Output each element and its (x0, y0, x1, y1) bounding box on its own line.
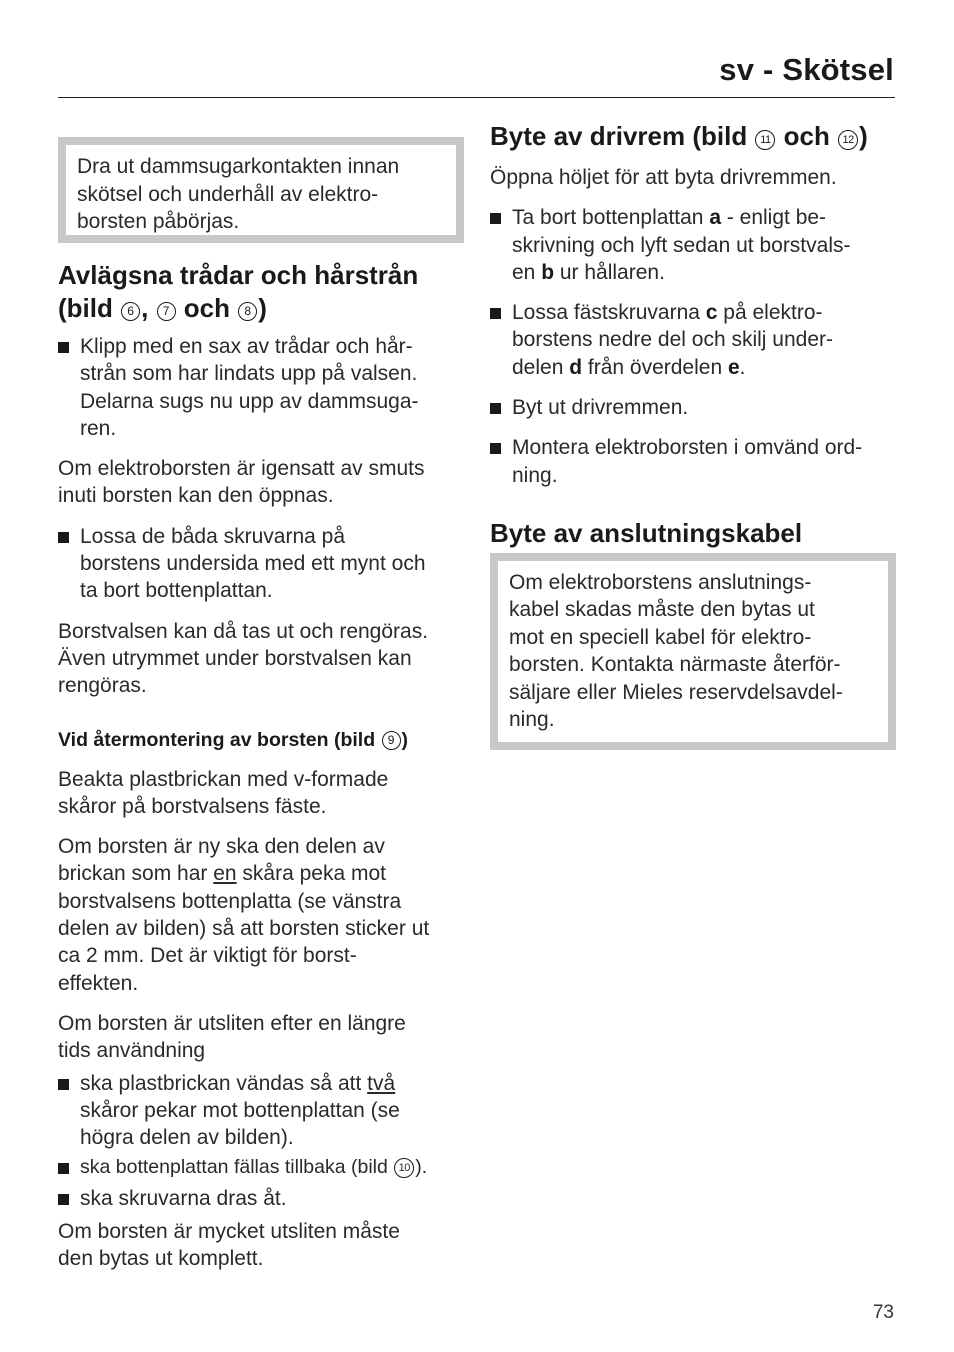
bullet-square-icon (58, 342, 69, 353)
text-line (512, 204, 896, 231)
list-item (58, 333, 464, 442)
notice-line: mot en speciell kabel för elektro- (509, 625, 812, 649)
paragraph: Öppna höljet för att byta drivremmen. (490, 166, 837, 189)
bullet-square-icon (58, 1079, 69, 1090)
text-line: Om borsten är utsliten efter en längre (58, 1011, 406, 1035)
notice-line: kabel skadas måste den bytas ut (509, 598, 815, 622)
text-span: . (739, 355, 746, 379)
text-span: ska skruvarna dras åt. (80, 1186, 287, 1210)
heading-line: Avlägsna trådar och hårstrån (58, 260, 419, 290)
list-item (58, 1185, 464, 1212)
header-divider (58, 97, 895, 98)
bullet-square-icon (490, 308, 501, 319)
underlined-word: en (213, 862, 237, 886)
text-line: borstvalsens bottenplatta (se vänstra (58, 889, 402, 913)
text-line: inuti borsten kan den öppnas. (58, 484, 334, 508)
notice-line: borsten påbörjas. (77, 210, 240, 233)
part-label-a: a (709, 206, 721, 230)
heading-text: ) (859, 121, 868, 151)
bullet-list (58, 333, 464, 442)
text-span: från överdelen (582, 355, 728, 379)
text-span: skåra peka mot (236, 862, 386, 886)
paragraph (58, 1010, 464, 1065)
paragraph (58, 455, 464, 510)
text-span: Byt ut drivremmen. (512, 396, 689, 420)
section-heading-cable: Byte av anslutningskabel (490, 517, 803, 548)
bullet-square-icon (490, 403, 501, 414)
text-line: tids användning (58, 1039, 206, 1063)
text-line: Om borsten är mycket utsliten måste (58, 1220, 400, 1244)
heading-text: Byte av drivrem (bild (490, 121, 755, 151)
warning-notice-box (58, 137, 464, 243)
subheading-text: Vid återmontering av borsten (bild (58, 728, 381, 751)
text-line: skåror pekar mot bottenplattan (se (80, 1098, 400, 1122)
text-span: delen (512, 355, 570, 379)
list-item (490, 394, 896, 421)
list-item (58, 1154, 464, 1181)
text-line: Lossa de båda skruvarna på (80, 524, 346, 548)
text-span: Ta bort bottenplattan (512, 206, 710, 230)
figure-ref-8: 8 (238, 302, 257, 321)
section-heading-remove-threads (58, 259, 464, 325)
list-item (490, 204, 896, 286)
text-line: Klipp med en sax av trådar och hår- (80, 335, 413, 358)
notice-line: ning. (509, 708, 555, 732)
left-column (58, 120, 464, 1273)
text-line: skrivning och lyft sedan ut borstvals- (512, 233, 851, 257)
bullet-list (58, 523, 464, 605)
text-span: en (512, 260, 542, 284)
text-line: ning. (512, 463, 558, 487)
text-span: ). (415, 1156, 428, 1179)
bullet-square-icon (490, 443, 501, 454)
part-label-c: c (705, 301, 718, 325)
text-line: rengöras. (58, 674, 147, 698)
bullet-square-icon (58, 1163, 69, 1174)
text-line: strån som har lindats upp på valsen. (80, 362, 418, 386)
text-line: Om elektroborsten är igensatt av smuts (58, 457, 425, 481)
text-span: ska plastbrickan vändas så att (80, 1071, 368, 1095)
notice-line: Dra ut dammsugarkontakten innan (77, 155, 400, 178)
text-line: effekten. (58, 971, 139, 995)
figure-ref-11: 11 (755, 130, 775, 150)
figure-ref-10: 10 (394, 1158, 414, 1178)
text-line: Montera elektroborsten i omvänd ord- (512, 436, 863, 460)
notice-line: borsten. Kontakta närmaste återför- (509, 653, 841, 677)
cable-notice-box (490, 553, 896, 750)
text-span: - enligt be- (721, 206, 827, 230)
text-span: Lossa fästskruvarna (512, 301, 706, 325)
text-line: den bytas ut komplett. (58, 1247, 264, 1271)
subheading-text: ) (401, 728, 409, 751)
figure-ref-12: 12 (838, 130, 858, 150)
text-line: Delarna sugs nu upp av dammsuga- (80, 389, 419, 413)
bullet-square-icon (58, 1194, 69, 1205)
bullet-square-icon (490, 213, 501, 224)
list-item (58, 1070, 464, 1152)
text-line: Även utrymmet under borstvalsen kan (58, 646, 412, 670)
list-item (58, 523, 464, 605)
paragraph (58, 833, 464, 997)
text-line: ca 2 mm. Det är viktigt för borst- (58, 944, 357, 968)
text-span: på elektro- (717, 301, 823, 325)
right-column (490, 120, 896, 750)
text-line: Om borsten är ny ska den delen av (58, 835, 385, 859)
figure-ref-9: 9 (382, 731, 401, 750)
text-span: ur hållaren. (554, 260, 665, 284)
underlined-word: två (367, 1071, 396, 1095)
heading-text: (bild (58, 293, 121, 323)
text-line: borstens nedre del och skilj under- (512, 328, 834, 352)
section-heading-drive-belt (490, 120, 896, 153)
bullet-list (58, 1070, 464, 1212)
text-line (512, 354, 896, 381)
paragraph (58, 1218, 464, 1273)
heading-text: och (776, 121, 838, 151)
notice-line: Om elektroborstens anslutnings- (509, 570, 812, 594)
heading-text: ) (258, 293, 267, 323)
part-label-b: b (541, 260, 555, 284)
text-line: Borstvalsen kan då tas ut och rengöras. (58, 619, 429, 643)
text-line: delen av bilden) så att borsten sticker ut (58, 917, 430, 941)
page-number: 73 (872, 1302, 894, 1323)
text-span: brickan som har (58, 862, 214, 886)
text-line: Beakta plastbrickan med v-formade (58, 767, 389, 791)
list-item (490, 434, 896, 489)
page-title: sv - Skötsel (719, 52, 894, 87)
part-label-e: e (727, 355, 740, 379)
text-span: ska bottenplattan fällas tillbaka (bild (80, 1156, 394, 1179)
figure-ref-6: 6 (121, 302, 140, 321)
text-line (80, 1070, 464, 1097)
notice-line: skötsel och underhåll av elektro- (77, 182, 379, 206)
text-line (512, 299, 896, 326)
subheading-reassembly (58, 727, 464, 753)
text-line: skåror på borstvalsens fäste. (58, 794, 327, 818)
text-line: ta bort bottenplattan. (80, 579, 273, 603)
bullet-list (490, 204, 896, 489)
bullet-square-icon (58, 532, 69, 543)
heading-text: , (141, 293, 156, 323)
text-line (58, 860, 464, 887)
text-line (512, 259, 896, 286)
paragraph (58, 618, 464, 700)
figure-ref-7: 7 (157, 302, 176, 321)
part-label-d: d (569, 355, 583, 379)
text-line: högra delen av bilden). (80, 1126, 294, 1150)
heading-line (58, 292, 464, 325)
text-line: ren. (80, 416, 117, 440)
heading-text: och (176, 293, 238, 323)
list-item (490, 299, 896, 381)
paragraph (58, 766, 464, 821)
notice-line: säljare eller Mieles reservdelsavdel- (509, 680, 843, 704)
text-line: borstens undersida med ett mynt och (80, 552, 426, 576)
